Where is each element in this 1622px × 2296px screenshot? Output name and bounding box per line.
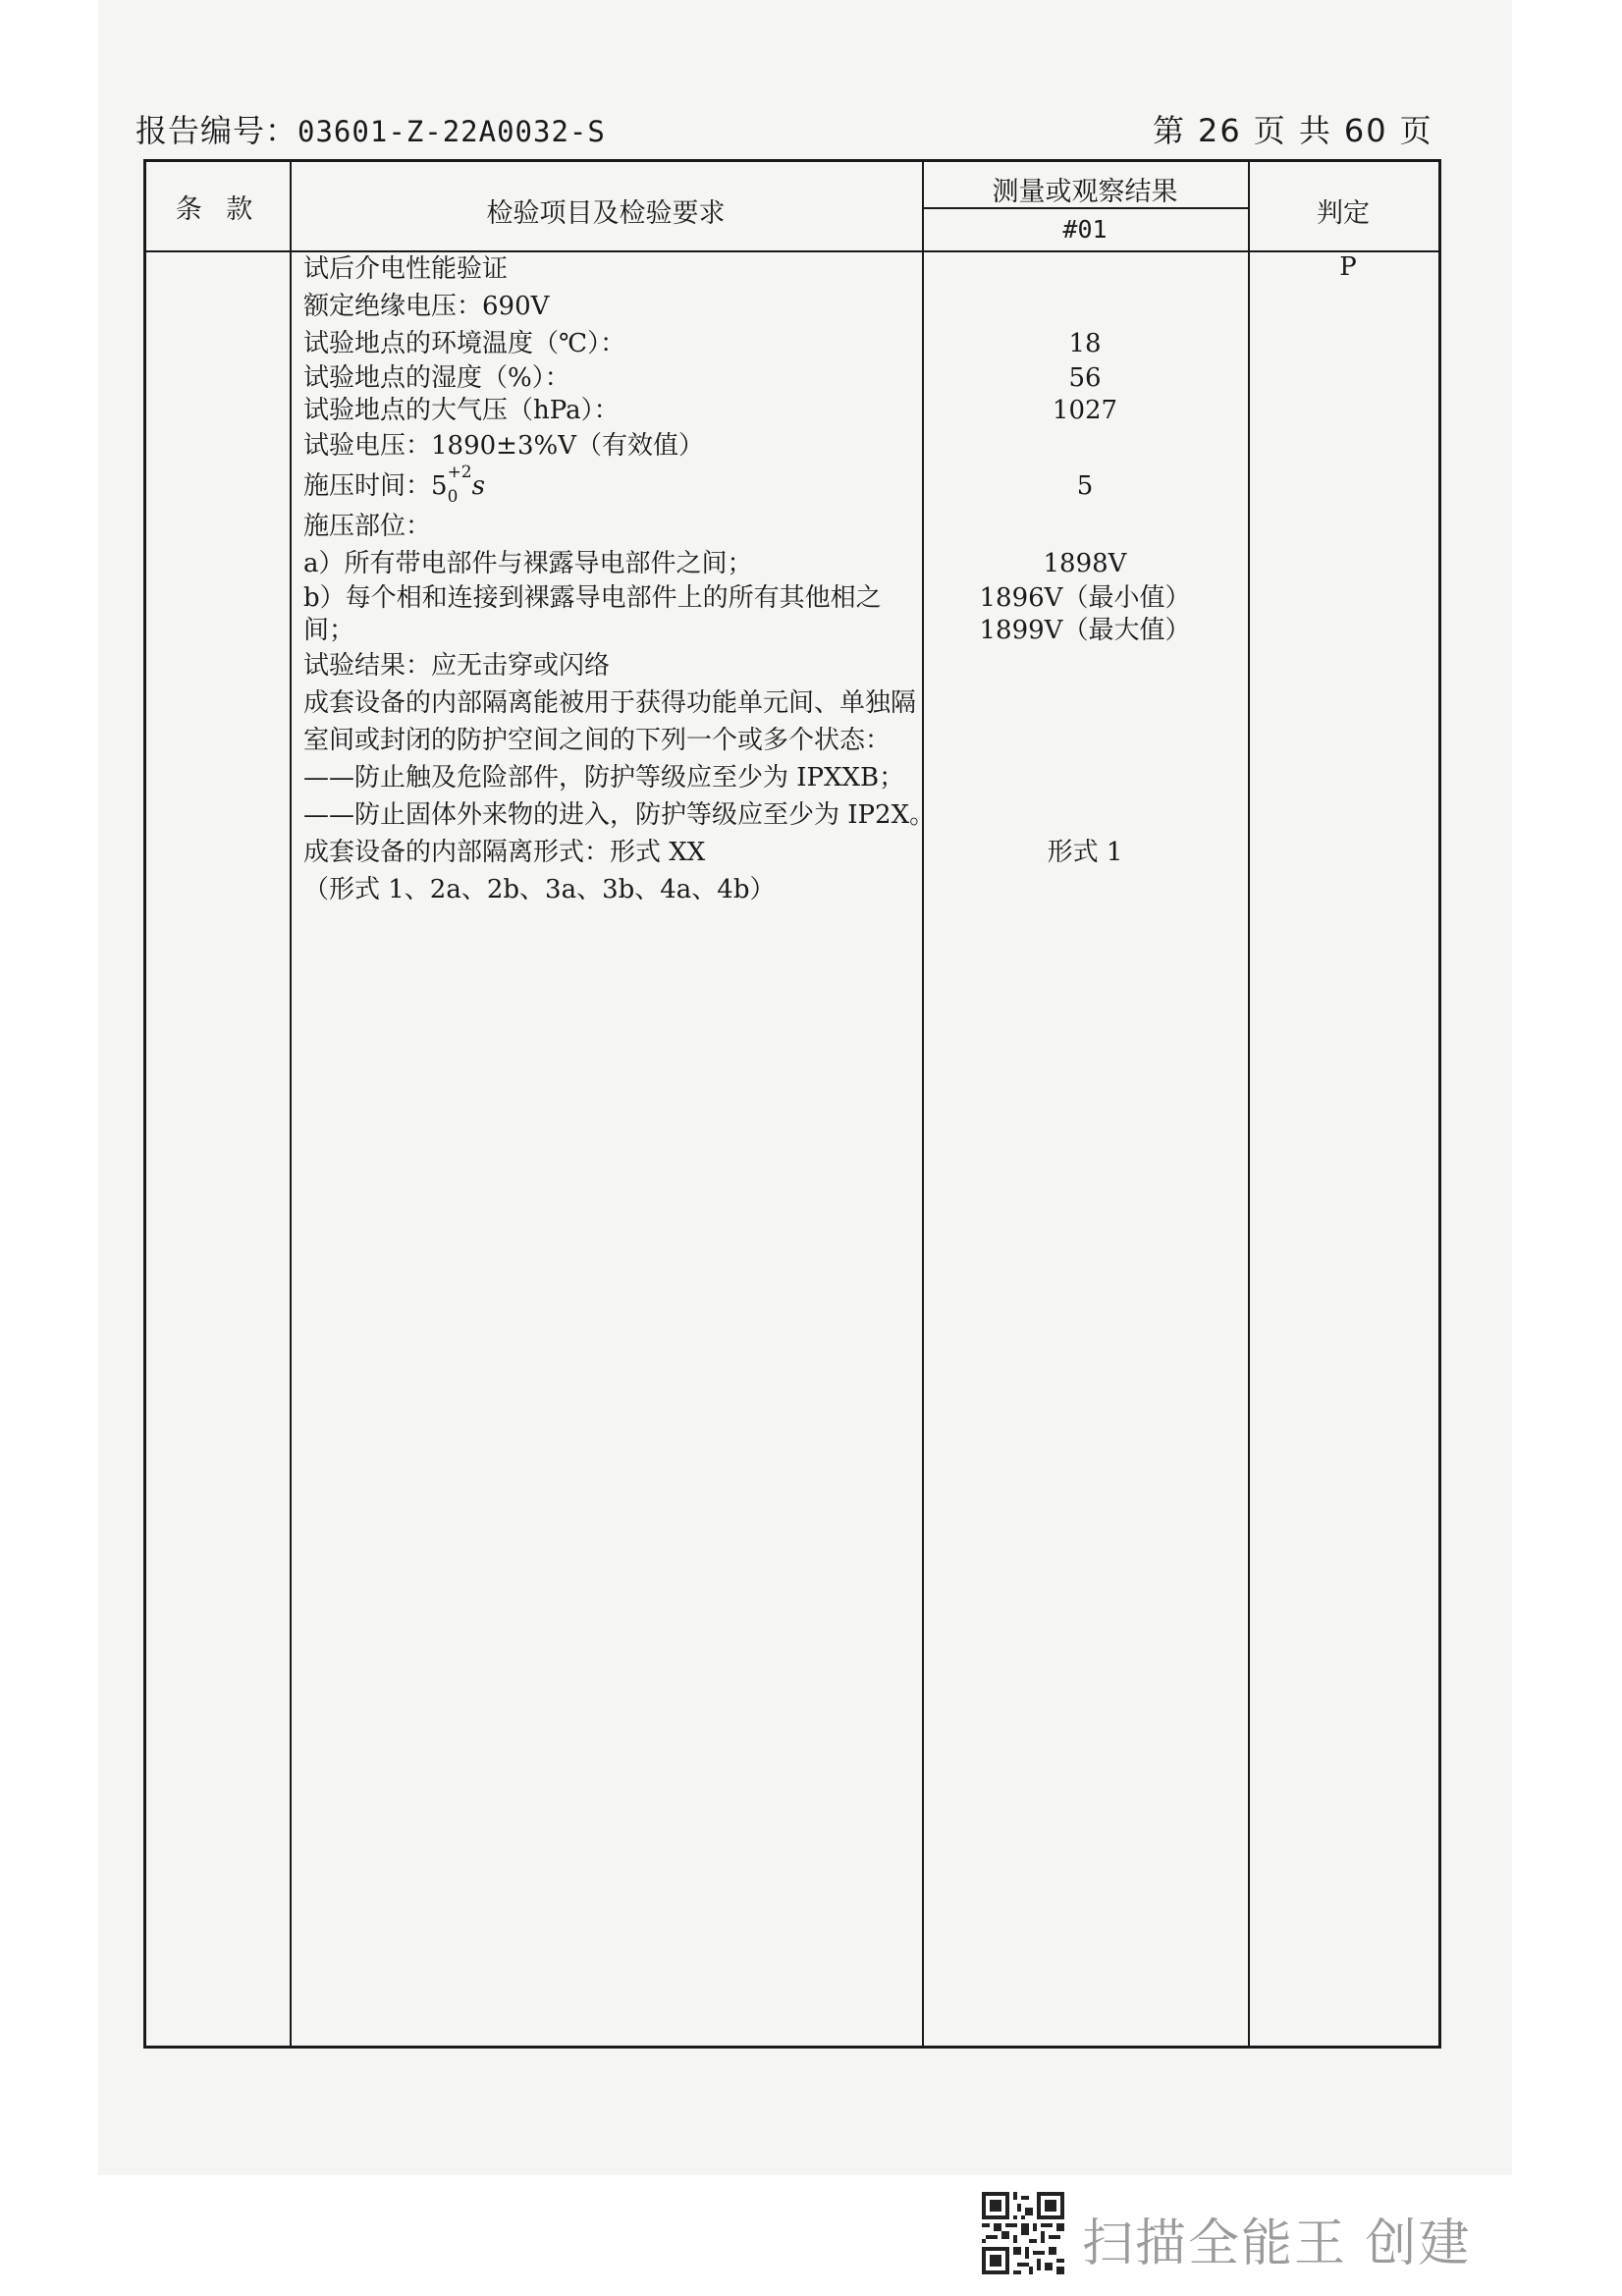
- req-line: 试验电压：1890±3%V（有效值）: [303, 431, 704, 461]
- page-mid: 页 共: [1253, 112, 1332, 149]
- result-b-min: 1896V（最小值）: [979, 583, 1191, 613]
- time-tolerance: [447, 463, 472, 507]
- req-line: 试验地点的环境温度（℃）：: [303, 329, 626, 358]
- result-blank: [920, 288, 1250, 325]
- result-time: 5: [1076, 471, 1094, 501]
- req-line: 成套设备的内部隔离形式：形式 XX: [303, 838, 706, 867]
- req-line: 成套设备的内部隔离能被用于获得功能单元间、单独隔: [303, 688, 917, 718]
- result-b-max: 1899V（最大值）: [979, 616, 1191, 645]
- result-blank: [920, 647, 1250, 684]
- result-form: 形式 1: [1047, 838, 1123, 867]
- req-line: a）所有带电部件与裸露导电部件之间；: [303, 549, 753, 578]
- results-column: [920, 250, 1250, 871]
- result-blank: [920, 427, 1250, 465]
- result-blank: [920, 508, 1250, 545]
- req-line: 额定绝缘电压：690V: [303, 292, 550, 321]
- time-base: 5: [431, 471, 448, 501]
- req-line: 试验地点的大气压（hPa）：: [303, 396, 620, 425]
- scanner-watermark: [982, 2192, 1492, 2274]
- time-unit: s: [471, 471, 485, 501]
- col-result-header: 测量或观察结果: [992, 177, 1178, 207]
- result-a: 1898V: [1043, 549, 1127, 578]
- result-blank: [920, 759, 1250, 796]
- qr-code-icon: [982, 2192, 1064, 2274]
- page-current: 26: [1198, 112, 1242, 149]
- page-total: 60: [1343, 112, 1388, 149]
- result-humidity: 56: [1068, 363, 1102, 393]
- result-pressure: 1027: [1052, 396, 1118, 425]
- result-blank: [920, 684, 1250, 722]
- result-blank: [920, 796, 1250, 834]
- verdict-value: P: [1339, 252, 1357, 282]
- col-verdict-header: 判定: [1317, 198, 1370, 229]
- req-line: 施压部位：: [303, 512, 432, 541]
- page-indicator: [1147, 106, 1439, 151]
- req-line: b）每个相和连接到裸露导电部件上的所有其他相之: [303, 583, 882, 613]
- result-blank: [920, 722, 1250, 759]
- req-line: 试验结果：应无击穿或闪络: [303, 651, 611, 681]
- col-clause-header: 条 款: [175, 194, 261, 225]
- report-number: [135, 106, 606, 151]
- page-prefix: 第: [1153, 112, 1187, 149]
- req-line: 试后介电性能验证: [303, 254, 509, 284]
- inspection-table: [143, 159, 1441, 2049]
- req-line: （形式 1、2a、2b、3a、3b、4a、4b）: [303, 875, 776, 904]
- page-suffix: 页: [1399, 112, 1433, 149]
- req-time-label: 施压时间：: [303, 471, 432, 501]
- sample-id-header: #01: [1062, 215, 1108, 244]
- watermark-text: 扫描全能王 创建: [1082, 2214, 1472, 2273]
- req-line-time: [303, 465, 932, 508]
- requirements-column: [303, 250, 936, 908]
- req-line: ——防止触及危险部件，防护等级应至少为 IPXXB；: [303, 763, 905, 793]
- time-sup: +2: [447, 463, 472, 482]
- req-line: 试验地点的湿度（%）：: [303, 363, 570, 393]
- col-item-header: 检验项目及检验要求: [486, 198, 726, 229]
- result-temp: 18: [1068, 329, 1102, 358]
- time-sub: 0: [447, 487, 459, 507]
- column-divider: [290, 162, 292, 2046]
- req-line: 室间或封闭的防护空间之间的下列一个或多个状态：: [303, 726, 892, 755]
- report-number-value: 03601-Z-22A0032-S: [297, 115, 606, 148]
- req-line: 间；: [303, 616, 355, 645]
- result-blank: [920, 250, 1250, 288]
- report-number-label: 报告编号：: [135, 112, 298, 149]
- req-line: ——防止固体外来物的进入，防护等级应至少为 IP2X。: [303, 800, 936, 830]
